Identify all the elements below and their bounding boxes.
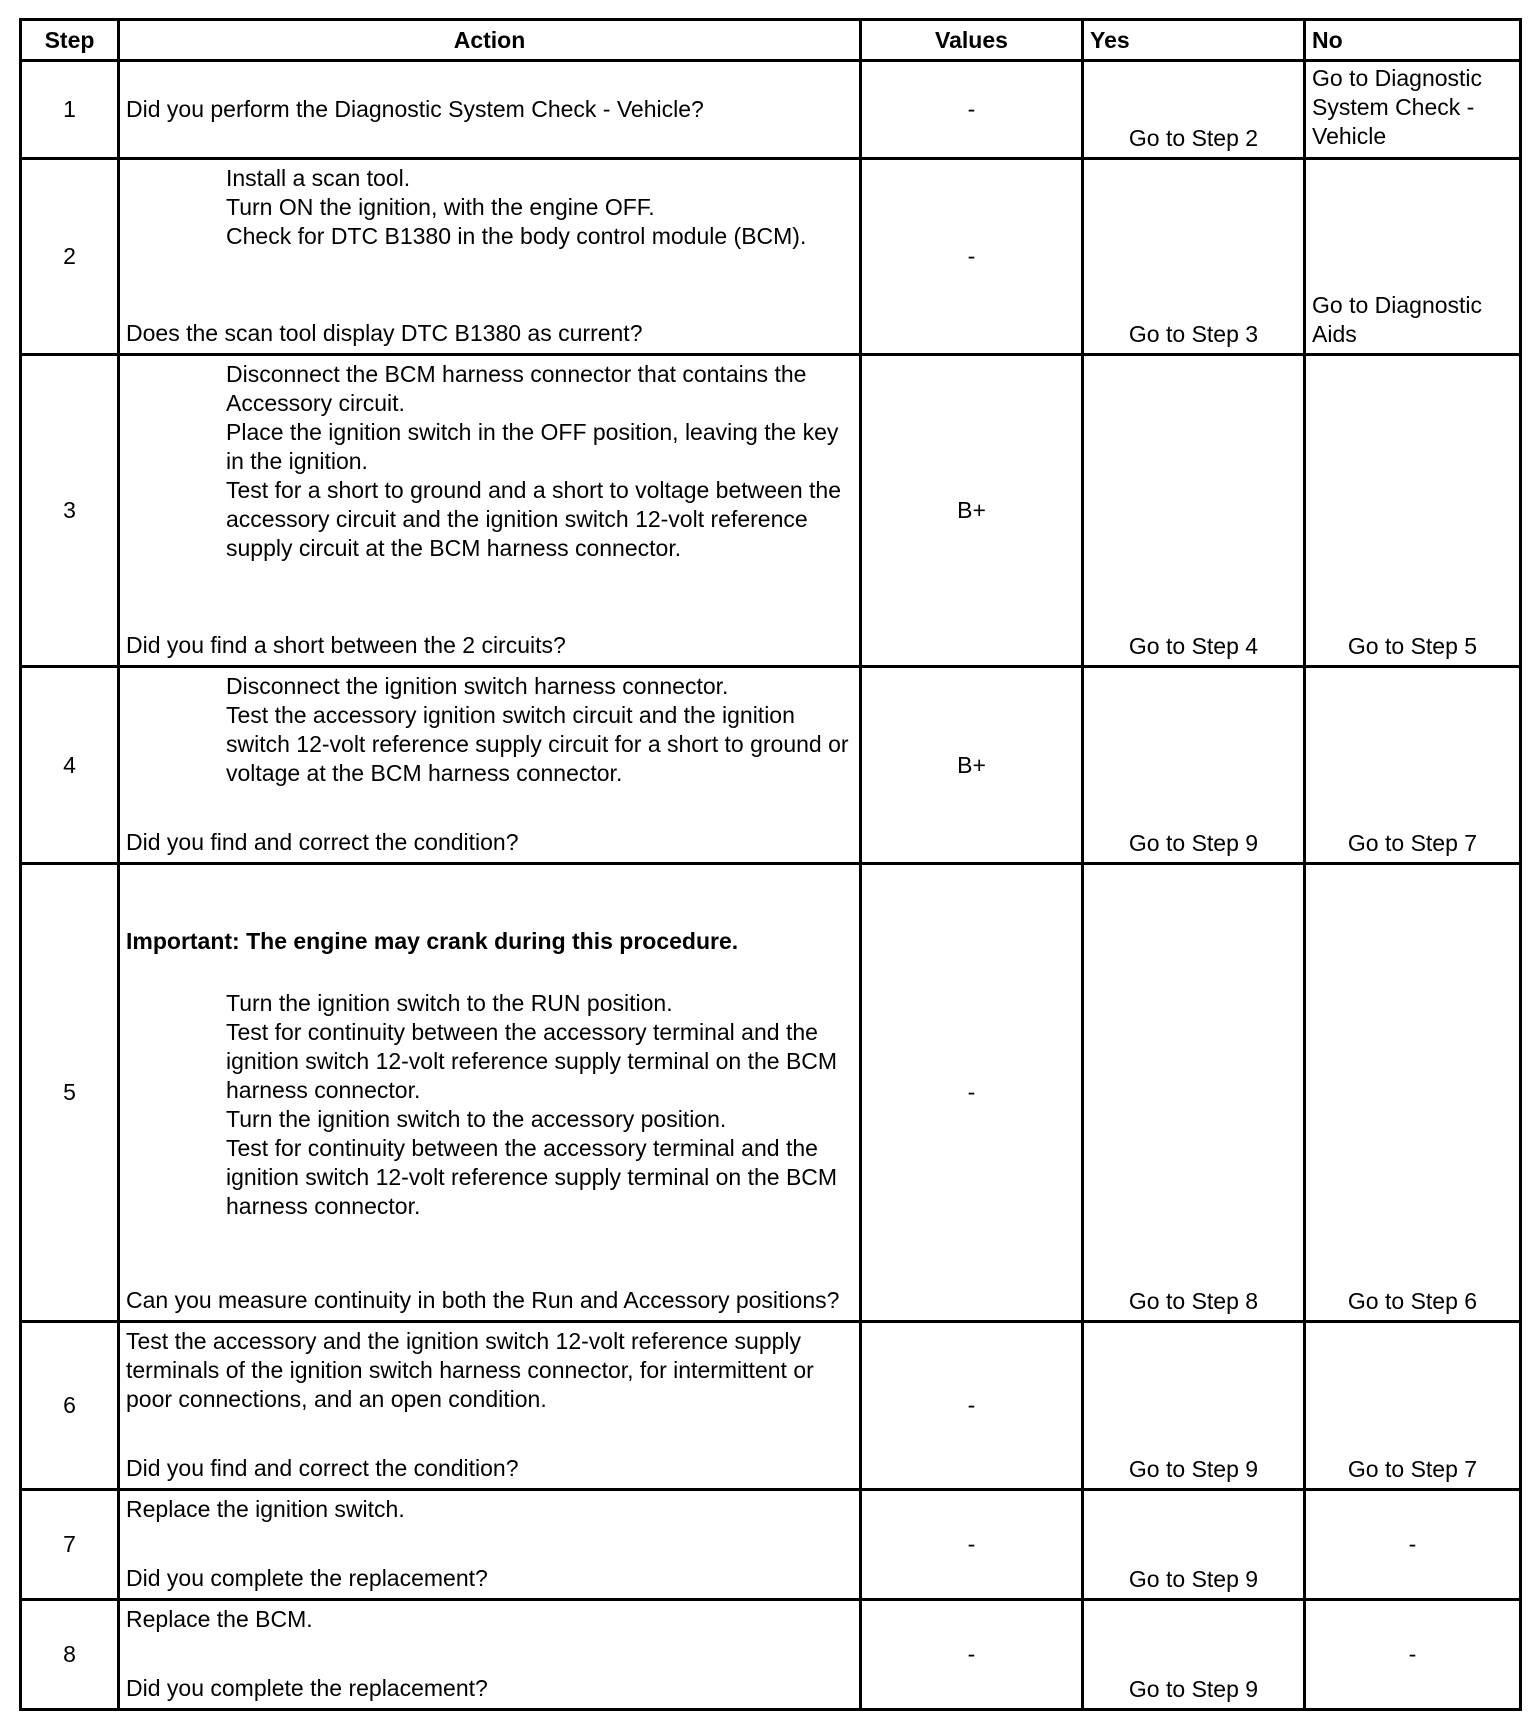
action-substep: Test for continuity between the accessory terminal and the ignition switch 12-volt reference supply terminal on the BCM harness connector. (226, 1135, 838, 1219)
step-number: 2 (21, 159, 119, 355)
action-question: Did you find a short between the 2 circuits? (126, 632, 566, 658)
no-cell: Go to Step 6 (1305, 864, 1521, 1322)
no-cell: - (1305, 1490, 1521, 1600)
action-substep: Turn the ignition switch to the RUN position. (226, 990, 673, 1016)
yes-cell: Go to Step 8 (1083, 864, 1305, 1322)
action-question: Did you complete the replacement? (126, 1675, 488, 1701)
header-no: No (1305, 20, 1521, 61)
table-row (21, 355, 1521, 667)
action-instruction: Test the accessory and the ignition switch 12-volt reference supply terminals of the ignition switch harness connector, for intermittent or poor connections, and an open condition. (126, 1328, 814, 1412)
no-cell: Go to Step 7 (1305, 1322, 1521, 1490)
table-row (21, 1600, 1521, 1710)
no-cell: Go to Step 7 (1305, 667, 1521, 864)
action-question: Did you perform the Diagnostic System Check - Vehicle? (126, 96, 704, 122)
step-number: 7 (21, 1490, 119, 1600)
action-substep: Disconnect the ignition switch harness connector. (226, 673, 729, 699)
action-question: Can you measure continuity in both the Run and Accessory positions? (126, 1287, 840, 1313)
table-row (21, 667, 1521, 864)
table-row (21, 864, 1521, 1322)
action-cell (119, 355, 861, 667)
action-cell (119, 1490, 861, 1600)
header-action: Action (119, 20, 861, 61)
action-cell (119, 1600, 861, 1710)
value-cell: - (861, 1600, 1083, 1710)
action-question: Did you find and correct the condition? (126, 829, 519, 855)
value-cell: - (861, 159, 1083, 355)
no-cell: Go to Diagnostic Aids (1305, 159, 1521, 355)
table-row (21, 159, 1521, 355)
step-number: 3 (21, 355, 119, 667)
action-question: Did you find and correct the condition? (126, 1455, 519, 1481)
table-row (21, 1490, 1521, 1600)
no-cell: Go to Step 5 (1305, 355, 1521, 667)
action-cell (119, 667, 861, 864)
yes-cell: Go to Step 9 (1083, 1600, 1305, 1710)
action-question: Did you complete the replacement? (126, 1565, 488, 1591)
yes-cell: Go to Step 9 (1083, 1322, 1305, 1490)
action-substep: Install a scan tool. (226, 165, 411, 191)
action-substep: Disconnect the BCM harness connector that contains the Accessory circuit. (226, 361, 807, 416)
step-number: 6 (21, 1322, 119, 1490)
action-substep: Check for DTC B1380 in the body control module (BCM). (226, 223, 807, 249)
diagnostic-table (19, 18, 1522, 1711)
action-substep: Turn ON the ignition, with the engine OFF. (226, 194, 655, 220)
yes-cell: Go to Step 4 (1083, 355, 1305, 667)
yes-cell: Go to Step 3 (1083, 159, 1305, 355)
action-substep: Test for a short to ground and a short to voltage between the accessory circuit and the ignition switch 12-volt reference supply circuit at the BCM harness connector. (226, 477, 842, 561)
action-instruction: Replace the ignition switch. (126, 1496, 405, 1522)
action-question: Does the scan tool display DTC B1380 as current? (126, 320, 643, 346)
value-cell: - (861, 1322, 1083, 1490)
action-substep: Place the ignition switch in the OFF position, leaving the key in the ignition. (226, 419, 839, 474)
no-cell: Go to Diagnostic System Check - Vehicle (1305, 61, 1521, 159)
action-cell (119, 159, 861, 355)
header-yes: Yes (1083, 20, 1305, 61)
table-row (21, 61, 1521, 159)
value-cell: B+ (861, 355, 1083, 667)
header-values: Values (861, 20, 1083, 61)
yes-cell: Go to Step 2 (1083, 61, 1305, 159)
value-cell: B+ (861, 667, 1083, 864)
action-substep: Turn the ignition switch to the accessory position. (226, 1106, 727, 1132)
action-cell (119, 61, 861, 159)
no-cell: - (1305, 1600, 1521, 1710)
step-number: 1 (21, 61, 119, 159)
header-step: Step (21, 20, 119, 61)
step-number: 4 (21, 667, 119, 864)
action-cell (119, 1322, 861, 1490)
value-cell: - (861, 864, 1083, 1322)
action-substep: Test the accessory ignition switch circuit and the ignition switch 12-volt reference supply circuit for a short to ground or voltage at the BCM harness connector. (226, 702, 849, 786)
step-number: 8 (21, 1600, 119, 1710)
value-cell: - (861, 61, 1083, 159)
action-substep: Test for continuity between the accessory terminal and the ignition switch 12-volt reference supply terminal on the BCM harness connector. (226, 1019, 838, 1103)
table-header-row (21, 20, 1521, 61)
yes-cell: Go to Step 9 (1083, 667, 1305, 864)
table-row (21, 1322, 1521, 1490)
action-instruction: Replace the BCM. (126, 1606, 313, 1632)
yes-cell: Go to Step 9 (1083, 1490, 1305, 1600)
important-note: Important: The engine may crank during this procedure. (126, 928, 739, 954)
action-cell (119, 864, 861, 1322)
step-number: 5 (21, 864, 119, 1322)
value-cell: - (861, 1490, 1083, 1600)
